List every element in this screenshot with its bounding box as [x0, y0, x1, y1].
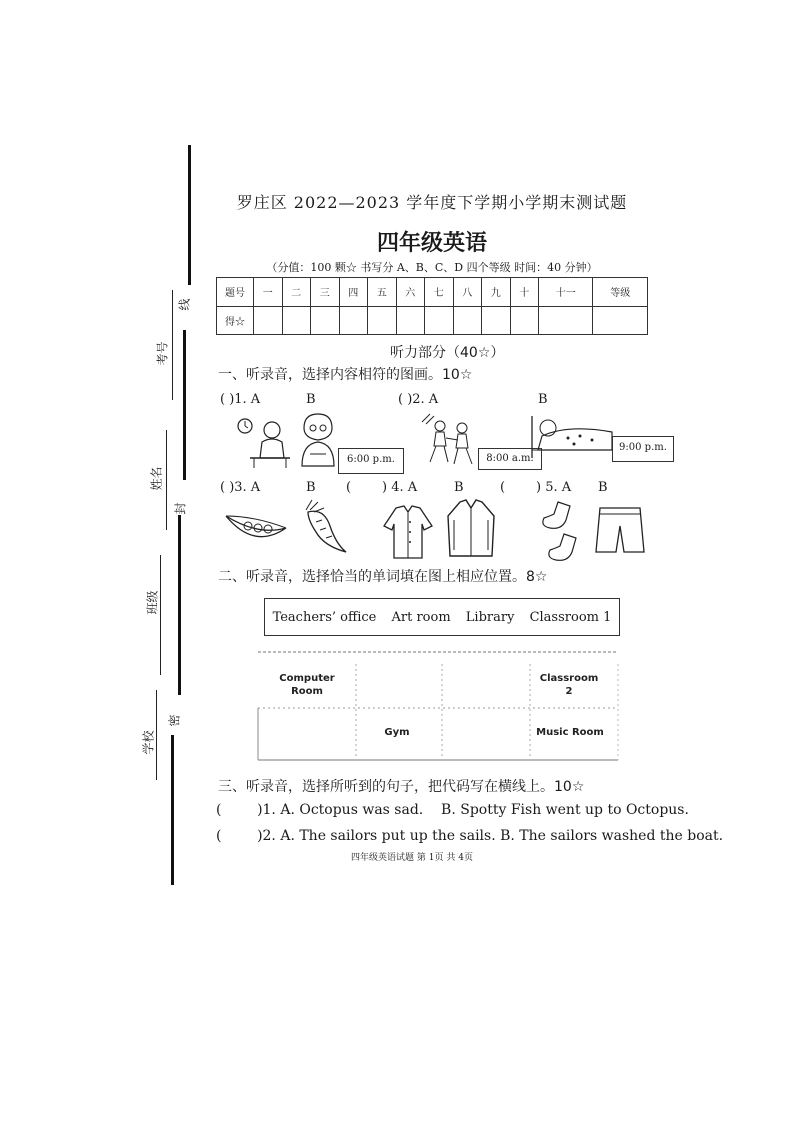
table-cell: 八 — [453, 278, 482, 307]
score-table — [216, 277, 648, 335]
socks-picture — [536, 500, 584, 564]
school-floor-plan — [256, 650, 620, 762]
table-cell: 十一 — [539, 278, 593, 307]
table-cell: 一 — [254, 278, 283, 307]
coat-picture — [444, 498, 498, 560]
section1-heading: 一、听录音，选择内容相符的图画。10☆ — [218, 367, 473, 383]
name-line — [166, 430, 167, 530]
binding-line-mid — [183, 330, 186, 480]
room-music: Music Room — [536, 727, 604, 738]
word-bank — [264, 598, 620, 636]
table-cell: 等级 — [593, 278, 648, 307]
score-cell[interactable] — [339, 306, 368, 335]
q3-label: ( )3. A — [220, 480, 261, 495]
q5-b-label: B — [598, 480, 608, 495]
score-cell[interactable] — [368, 306, 397, 335]
word-classroom-1: Classroom 1 — [529, 609, 612, 625]
q3-b-label: B — [306, 480, 316, 495]
score-cell[interactable] — [510, 306, 539, 335]
score-cell[interactable] — [425, 306, 454, 335]
time-box-1: 6:00 p.m. — [338, 448, 404, 474]
room-gym: Gym — [384, 727, 410, 738]
score-cell[interactable] — [254, 306, 283, 335]
shirt-picture — [382, 504, 434, 560]
word-library: Library — [465, 609, 515, 625]
score-cell[interactable] — [593, 306, 648, 335]
q4-label: ) 4. A — [382, 480, 418, 495]
exam-number-label: 考号 — [155, 341, 170, 366]
score-cell[interactable] — [453, 306, 482, 335]
section2-heading: 二、听录音，选择恰当的单词填在图上相应位置。8☆ — [218, 569, 548, 585]
child-sleeping-picture — [528, 406, 620, 464]
class-line — [160, 555, 161, 675]
word-art-room: Art room — [391, 609, 451, 625]
peas-picture — [224, 506, 288, 546]
grandma-picture — [296, 412, 340, 470]
q1-label: ( )1. A — [220, 392, 261, 407]
exam-info: （分值：100 颗☆ 书写分 A、B、C、D 四个等级 时间：40 分钟） — [266, 261, 598, 274]
table-cell: 五 — [368, 278, 397, 307]
exam-number-line — [172, 290, 173, 400]
table-cell: 题号 — [217, 278, 254, 307]
class-label: 班级 — [145, 590, 160, 615]
table-cell: 得☆ — [217, 306, 254, 335]
q4-b-label: B — [454, 480, 464, 495]
q5-label: ) 5. A — [536, 480, 572, 495]
table-cell: 四 — [339, 278, 368, 307]
clock-boy-picture — [236, 412, 296, 470]
table-cell: 十 — [510, 278, 539, 307]
q2-b-label: B — [538, 392, 548, 407]
q4-open-paren: ( — [346, 480, 352, 495]
section3-heading: 三、听录音，选择所听到的句子，把代码写在横线上。10☆ — [218, 779, 585, 795]
table-cell: 九 — [482, 278, 511, 307]
room-computer: Computer Room — [279, 673, 335, 697]
table-cell: 二 — [282, 278, 311, 307]
binding-line-mid2 — [178, 515, 181, 695]
score-cell[interactable] — [396, 306, 425, 335]
score-cell[interactable] — [539, 306, 593, 335]
seal-char-seal: 封 — [173, 502, 188, 515]
shorts-picture — [594, 504, 646, 556]
s3-q1: ( )1. A. Octopus was sad. B. Spotty Fish went up to Octopus. — [216, 802, 689, 818]
score-cell[interactable] — [482, 306, 511, 335]
table-cell: 三 — [311, 278, 340, 307]
q2-label: ( )2. A — [398, 392, 439, 407]
score-table-score-row — [217, 306, 648, 335]
page-footer: 四年级英语试题 第 1页 共 4页 — [351, 853, 473, 863]
word-teachers-office: Teachers’ office — [272, 609, 377, 625]
seal-char-line: 线 — [177, 298, 192, 311]
listening-heading: 听力部分（40☆） — [390, 345, 505, 361]
time-box-3: 9:00 p.m. — [612, 436, 674, 462]
subject-title: 四年级英语 — [376, 231, 487, 256]
score-table-header-row — [217, 278, 648, 307]
score-cell[interactable] — [282, 306, 311, 335]
exam-title: 罗庄区 2022—2023 学年度下学期小学期末测试题 — [236, 193, 628, 212]
time-box-2: 8:00 a.m. — [478, 448, 542, 470]
table-cell: 七 — [425, 278, 454, 307]
score-cell[interactable] — [311, 306, 340, 335]
carrots-picture — [296, 498, 352, 556]
q1-b-label: B — [306, 392, 316, 407]
table-cell: 六 — [396, 278, 425, 307]
seal-char-secret: 密 — [167, 714, 182, 727]
room-classroom-2: Classroom 2 — [539, 673, 599, 697]
s3-q2: ( )2. A. The sailors put up the sails. B. The sailors washed the boat. — [216, 828, 724, 844]
name-label: 姓名 — [149, 466, 164, 491]
school-label: 学校 — [141, 730, 156, 755]
q5-open-paren: ( — [500, 480, 506, 495]
